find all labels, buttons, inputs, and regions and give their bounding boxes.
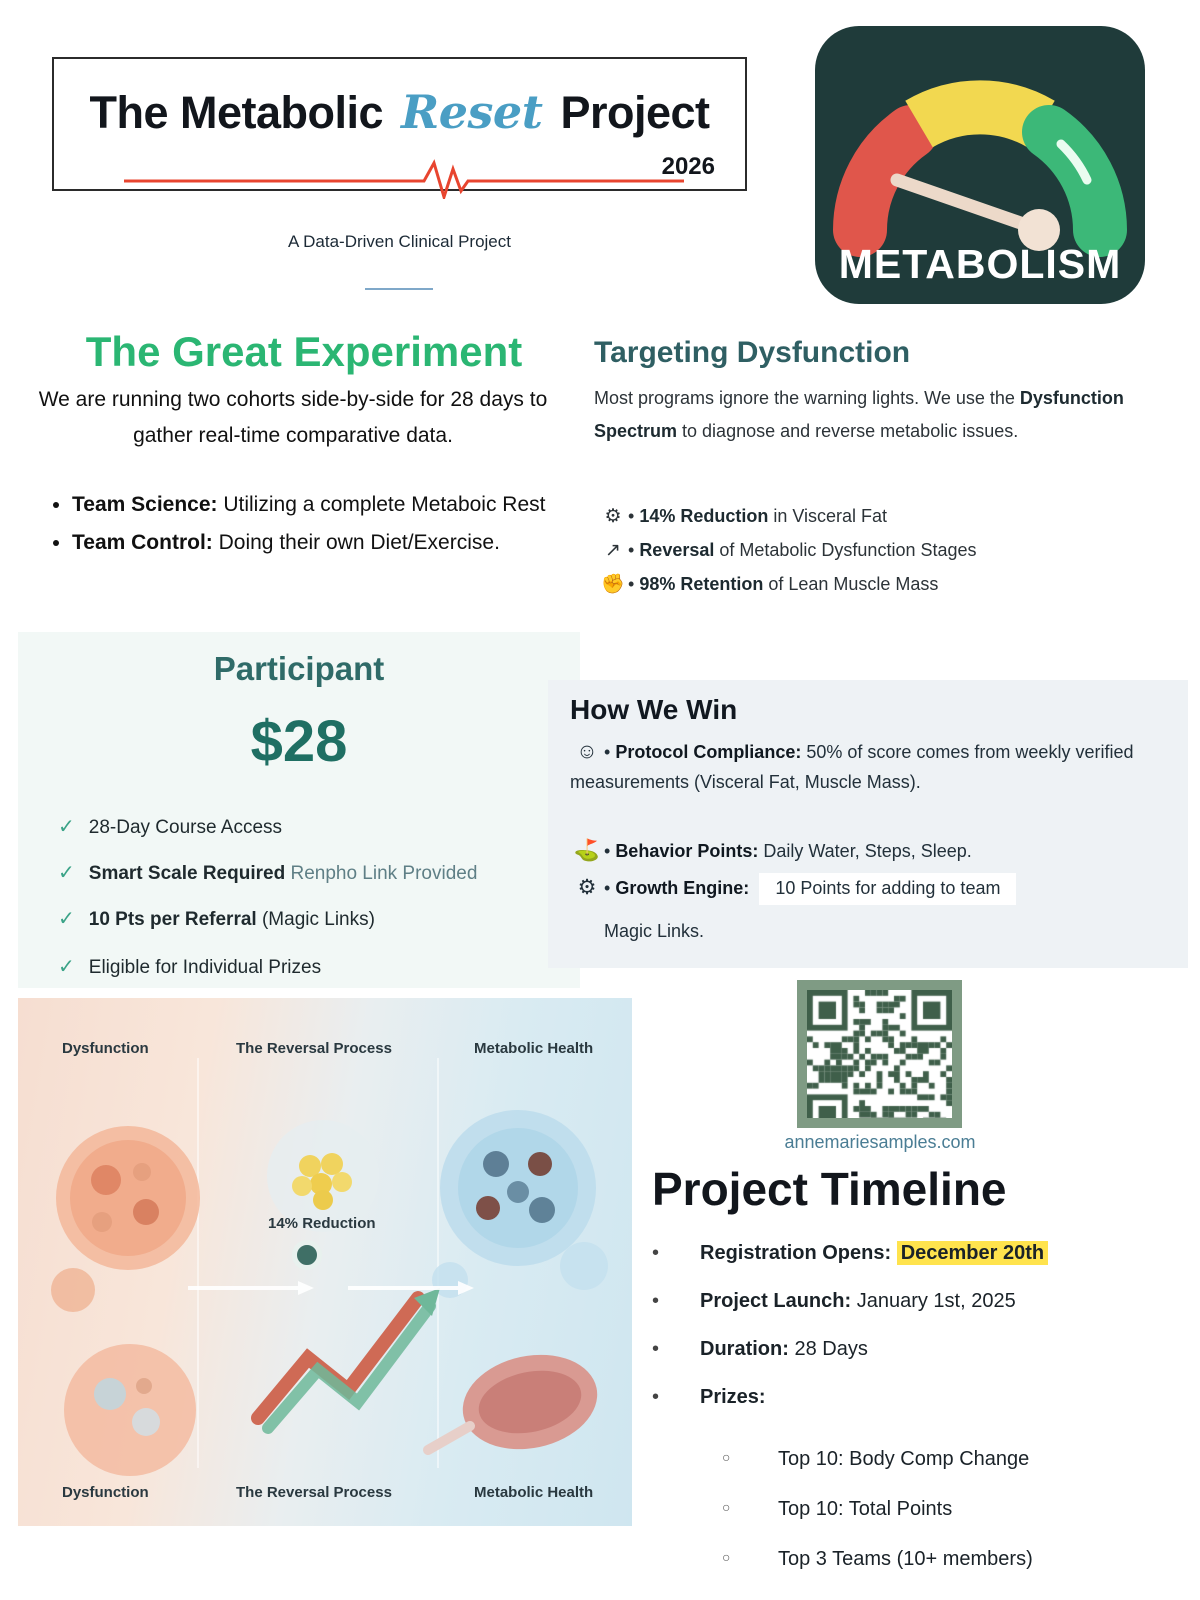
- targeting-body-post: to diagnose and reverse metabolic issues.: [677, 421, 1019, 442]
- bullet-icon: •: [652, 1338, 660, 1360]
- logo-box: [52, 57, 747, 191]
- trend-up-icon: ↗: [605, 540, 621, 561]
- win-item-1-text: 50% of score comes from weekly verified measurements (Visceral Fat, Muscle Mass).: [570, 742, 1134, 792]
- qr-url-label: annemariesamples.com: [784, 1132, 976, 1152]
- logo-title: [54, 85, 745, 139]
- team-science-label: Team Science:: [72, 493, 218, 516]
- qr-code-icon[interactable]: [807, 990, 952, 1118]
- targeting-dysfunction-card: [580, 320, 1180, 620]
- targeting-item-3-bold: 98% Retention: [639, 574, 764, 594]
- targeting-body-bold: Dysfunction Spectrum: [594, 388, 1124, 442]
- prize-item-2-text: Top 10: Total Points: [778, 1498, 953, 1520]
- check-icon: ✓: [58, 956, 75, 978]
- prize-item-2: [722, 1498, 1192, 1521]
- cell-reversal-figure: [18, 998, 632, 1526]
- figure-label-top-1: Dysfunction: [62, 1040, 149, 1057]
- figure-label-bottom-3: Metabolic Health: [474, 1484, 594, 1501]
- figure-label-bottom-1: Dysfunction: [62, 1484, 149, 1501]
- win-item-3: ⚙ • Growth Engine: 10 Points for adding to team: [570, 872, 1180, 905]
- team-control-text: Doing their own Diet/Exercise.: [212, 531, 500, 555]
- list-item: [72, 525, 562, 561]
- how-we-win-card: [548, 680, 1188, 968]
- participant-title: Participant: [213, 650, 385, 687]
- walking-shoe-icon: ⛳: [573, 839, 601, 862]
- project-timeline-title: Project Timeline: [652, 1163, 1007, 1215]
- targeting-title: Targeting Dysfunction: [594, 336, 911, 369]
- prize-item-1-text: Top 10: Body Comp Change: [778, 1448, 1030, 1470]
- targeting-item-1-text: in Visceral Fat: [768, 506, 888, 526]
- perk-item-4: [58, 954, 578, 979]
- page-subtitle: A Data-Driven Clinical Project: [288, 232, 511, 251]
- timeline-item-2-text: January 1st, 2025: [851, 1290, 1016, 1312]
- perk-3-text: (Magic Links): [256, 909, 375, 930]
- figure-label-top-2: The Reversal Process: [236, 1040, 392, 1057]
- circle-bullet-icon: ○: [722, 1449, 731, 1465]
- targeting-item-2: ↗ • Reversal of Metabolic Dysfunction Stages: [598, 539, 1178, 564]
- cell-icon: ⚙: [604, 506, 622, 527]
- circle-bullet-icon: ○: [722, 1549, 731, 1565]
- network-icon: ⚙: [577, 876, 597, 899]
- targeting-item-3-text: of Lean Muscle Mass: [763, 574, 939, 594]
- bullet-icon: •: [652, 1242, 660, 1264]
- great-experiment-title: The Great Experiment: [85, 328, 523, 375]
- check-icon: ✓: [58, 908, 75, 930]
- figure-center-label: 14% Reduction: [268, 1215, 376, 1232]
- win-item-2: ⛳ • Behavior Points: Daily Water, Steps, Sleep.: [570, 835, 1180, 868]
- targeting-item-3: ✊ • 98% Retention of Lean Muscle Mass: [598, 573, 1178, 598]
- targeting-item-2-bold: Reversal: [639, 540, 715, 560]
- timeline-item-2-bold: Project Launch:: [700, 1290, 852, 1312]
- body-measure-icon: ☺: [576, 740, 598, 763]
- logo-title-part1: The Metabolic: [89, 87, 396, 138]
- how-we-win-title: How We Win: [570, 694, 738, 725]
- figure-label-top-3: Metabolic Health: [474, 1040, 594, 1057]
- targeting-item-2-text: of Metabolic Dysfunction Stages: [714, 540, 977, 560]
- timeline-item-4: [652, 1384, 1172, 1410]
- muscle-icon: ✊: [601, 574, 625, 595]
- figure-label-bottom-2: The Reversal Process: [236, 1484, 392, 1501]
- perk-item-1: [58, 814, 578, 839]
- targeting-item-1-bold: 14% Reduction: [639, 506, 769, 526]
- badge-label: METABOLISM: [838, 241, 1122, 287]
- bullet-icon: •: [652, 1386, 660, 1408]
- timeline-item-2: [652, 1288, 1172, 1314]
- win-item-1-bold: Protocol Compliance:: [615, 742, 802, 762]
- win-item-3-continued: Magic Links.: [604, 921, 705, 941]
- participant-card: [18, 632, 580, 988]
- gauge-icon: [815, 40, 1145, 270]
- timeline-item-4-bold: Prizes:: [700, 1386, 766, 1408]
- check-icon: ✓: [58, 816, 75, 838]
- perk-2-bold: Smart Scale Required: [88, 863, 286, 884]
- timeline-item-1-bold: Registration Opens:: [700, 1242, 892, 1264]
- win-item-1: ☺ • Protocol Compliance: 50% of score comes from weekly verified measurements (Visceral Fat, Muscle Mass).: [570, 736, 1180, 796]
- growth-engine-value: 10 Points for adding to team: [759, 873, 1016, 905]
- logo-year: 2026: [661, 153, 715, 180]
- win-item-2-text: Daily Water, Steps, Sleep.: [758, 841, 972, 861]
- win-item-2-bold: Behavior Points:: [615, 841, 759, 861]
- team-science-text: Utilizing a complete Metaboic Rest: [217, 493, 546, 516]
- great-experiment-list: [32, 487, 562, 563]
- perk-3-bold: 10 Pts per Referral: [88, 909, 257, 930]
- logo-title-script: Reset: [401, 85, 543, 139]
- timeline-item-1: [652, 1240, 1172, 1266]
- win-item-3-bold: Growth Engine:: [615, 878, 750, 898]
- timeline-item-3-text: 28 Days: [788, 1338, 868, 1360]
- perk-4-text: Eligible for Individual Prizes: [88, 957, 322, 978]
- timeline-item-1-highlight: December 20th: [897, 1241, 1048, 1265]
- figure-center-node: [292, 1240, 322, 1270]
- logo-title-part2: Project: [548, 87, 710, 138]
- targeting-body: [594, 382, 1176, 449]
- metabolism-gauge-badge: [815, 26, 1145, 304]
- timeline-item-3: [652, 1336, 1172, 1362]
- bullet-icon: •: [652, 1290, 660, 1312]
- prize-item-3-text: Top 3 Teams (10+ members): [778, 1548, 1033, 1570]
- ekg-line-icon: [124, 159, 684, 199]
- targeting-item-1: ⚙ • 14% Reduction in Visceral Fat: [598, 505, 1178, 530]
- subtitle-divider: [365, 288, 433, 290]
- perk-item-2: [58, 860, 578, 885]
- great-experiment-intro: We are running two cohorts side-by-side for 28 days to gather real-time comparative data.: [38, 388, 548, 448]
- cell-illustration: [18, 998, 632, 1526]
- targeting-body-pre: Most programs ignore the warning lights. We use the: [594, 388, 1020, 408]
- circle-bullet-icon: ○: [722, 1499, 731, 1515]
- prize-item-1: [722, 1448, 1192, 1471]
- check-icon: ✓: [58, 862, 75, 884]
- prize-item-3: [722, 1548, 1192, 1571]
- team-control-label: Team Control:: [72, 531, 213, 555]
- qr-code-container[interactable]: [797, 980, 962, 1128]
- perk-2-muted: Renpho Link Provided: [290, 863, 478, 884]
- participant-price: $28: [250, 709, 348, 774]
- perk-1-text: 28-Day Course Access: [88, 817, 283, 838]
- timeline-item-3-bold: Duration:: [700, 1338, 789, 1360]
- perk-item-3: [58, 906, 578, 931]
- list-item: [72, 487, 562, 523]
